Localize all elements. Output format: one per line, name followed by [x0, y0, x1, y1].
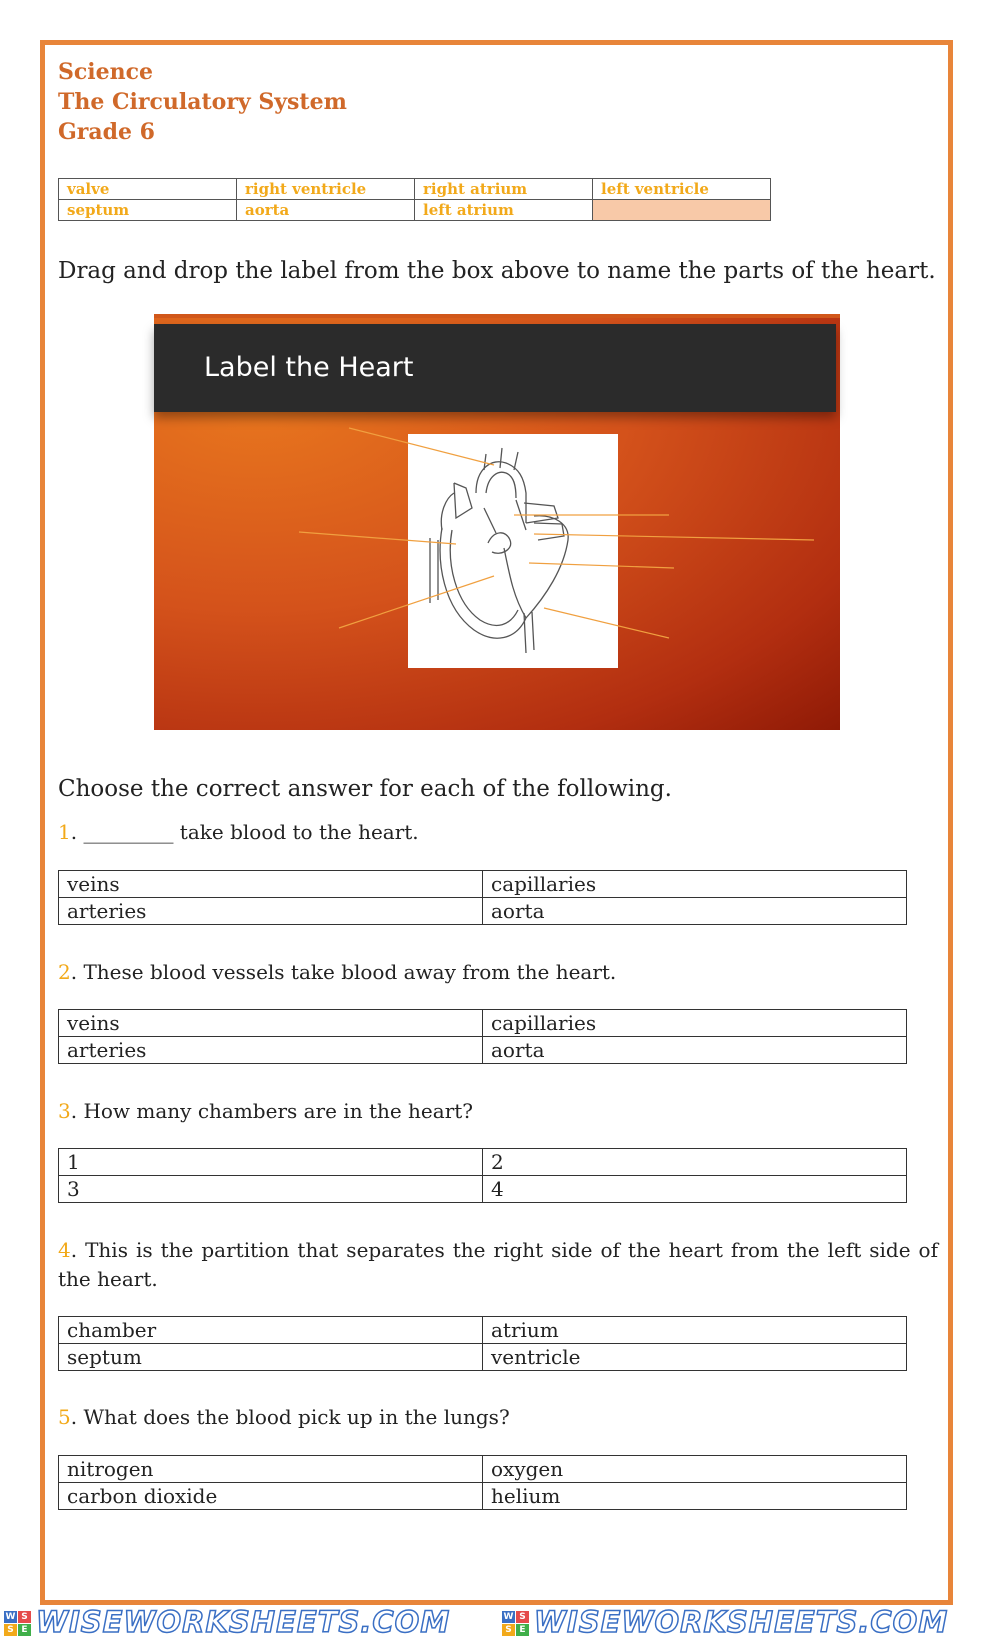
answer-option[interactable]: 4 [483, 1176, 907, 1203]
word-bank-label[interactable]: right ventricle [237, 179, 415, 200]
options-3 [58, 1148, 907, 1203]
answer-option[interactable]: arteries [59, 898, 483, 925]
answer-option[interactable]: 2 [483, 1149, 907, 1176]
question-number: 2 [58, 960, 71, 984]
word-bank-label[interactable]: septum [59, 200, 237, 221]
word-bank-label[interactable]: aorta [237, 200, 415, 221]
word-bank-label[interactable]: valve [59, 179, 237, 200]
answer-option[interactable]: septum [59, 1344, 483, 1371]
brand-text: WISEWORKSHEETS.COM [36, 1605, 451, 1639]
subject-title: Science [58, 59, 154, 85]
question-5 [58, 1403, 938, 1432]
question-text: . _________ take blood to the heart. [70, 820, 419, 844]
word-bank-label[interactable]: right atrium [415, 179, 593, 200]
question-number: 5 [58, 1405, 71, 1429]
answer-option[interactable]: veins [59, 1010, 483, 1037]
question-number: 1 [58, 820, 71, 844]
answer-option[interactable]: ventricle [483, 1344, 907, 1371]
word-bank-label[interactable]: left ventricle [593, 179, 771, 200]
topic-title: The Circulatory System [58, 89, 347, 115]
question-text: . This is the partition that separates the right side of the heart from the left side of the heart. [58, 1238, 938, 1291]
word-bank [58, 178, 771, 221]
heart-diagram [154, 318, 840, 730]
section-title: Choose the correct answer for each of the following. [58, 776, 672, 802]
question-text: . How many chambers are in the heart? [70, 1099, 474, 1123]
answer-option[interactable]: atrium [483, 1317, 907, 1344]
question-number: 3 [58, 1099, 71, 1123]
options-1 [58, 870, 907, 925]
question-4 [58, 1236, 938, 1294]
question-2 [58, 958, 938, 987]
word-bank-label[interactable]: left atrium [415, 200, 593, 221]
options-5 [58, 1455, 907, 1510]
word-bank-empty-slot[interactable] [593, 200, 771, 221]
brand-text: WISEWORKSHEETS.COM [534, 1605, 949, 1639]
drag-drop-instruction: Drag and drop the label from the box above to name the parts of the heart. [58, 258, 936, 284]
answer-option[interactable]: aorta [483, 1037, 907, 1064]
answer-option[interactable]: helium [483, 1483, 907, 1510]
worksheet-header [58, 57, 347, 147]
answer-option[interactable]: capillaries [483, 871, 907, 898]
question-text: . These blood vessels take blood away from the heart. [70, 960, 617, 984]
answer-option[interactable]: veins [59, 871, 483, 898]
question-text: . What does the blood pick up in the lungs? [70, 1405, 510, 1429]
brand-logo-icon: W S S E [502, 1611, 530, 1637]
options-2 [58, 1009, 907, 1064]
heart-slide [154, 314, 840, 730]
answer-option[interactable]: nitrogen [59, 1456, 483, 1483]
answer-option[interactable]: 1 [59, 1149, 483, 1176]
question-number: 4 [58, 1238, 71, 1262]
brand-logo-icon: W S S E [4, 1611, 32, 1637]
slide-title: Label the Heart [204, 352, 414, 383]
grade-title: Grade 6 [58, 119, 155, 145]
answer-option[interactable]: capillaries [483, 1010, 907, 1037]
answer-option[interactable]: oxygen [483, 1456, 907, 1483]
question-1 [58, 818, 938, 847]
answer-option[interactable]: 3 [59, 1176, 483, 1203]
answer-option[interactable]: aorta [483, 898, 907, 925]
question-3 [58, 1097, 938, 1126]
answer-option[interactable]: carbon dioxide [59, 1483, 483, 1510]
answer-option[interactable]: chamber [59, 1317, 483, 1344]
answer-option[interactable]: arteries [59, 1037, 483, 1064]
footer-branding [0, 1603, 1000, 1643]
options-4 [58, 1316, 907, 1371]
